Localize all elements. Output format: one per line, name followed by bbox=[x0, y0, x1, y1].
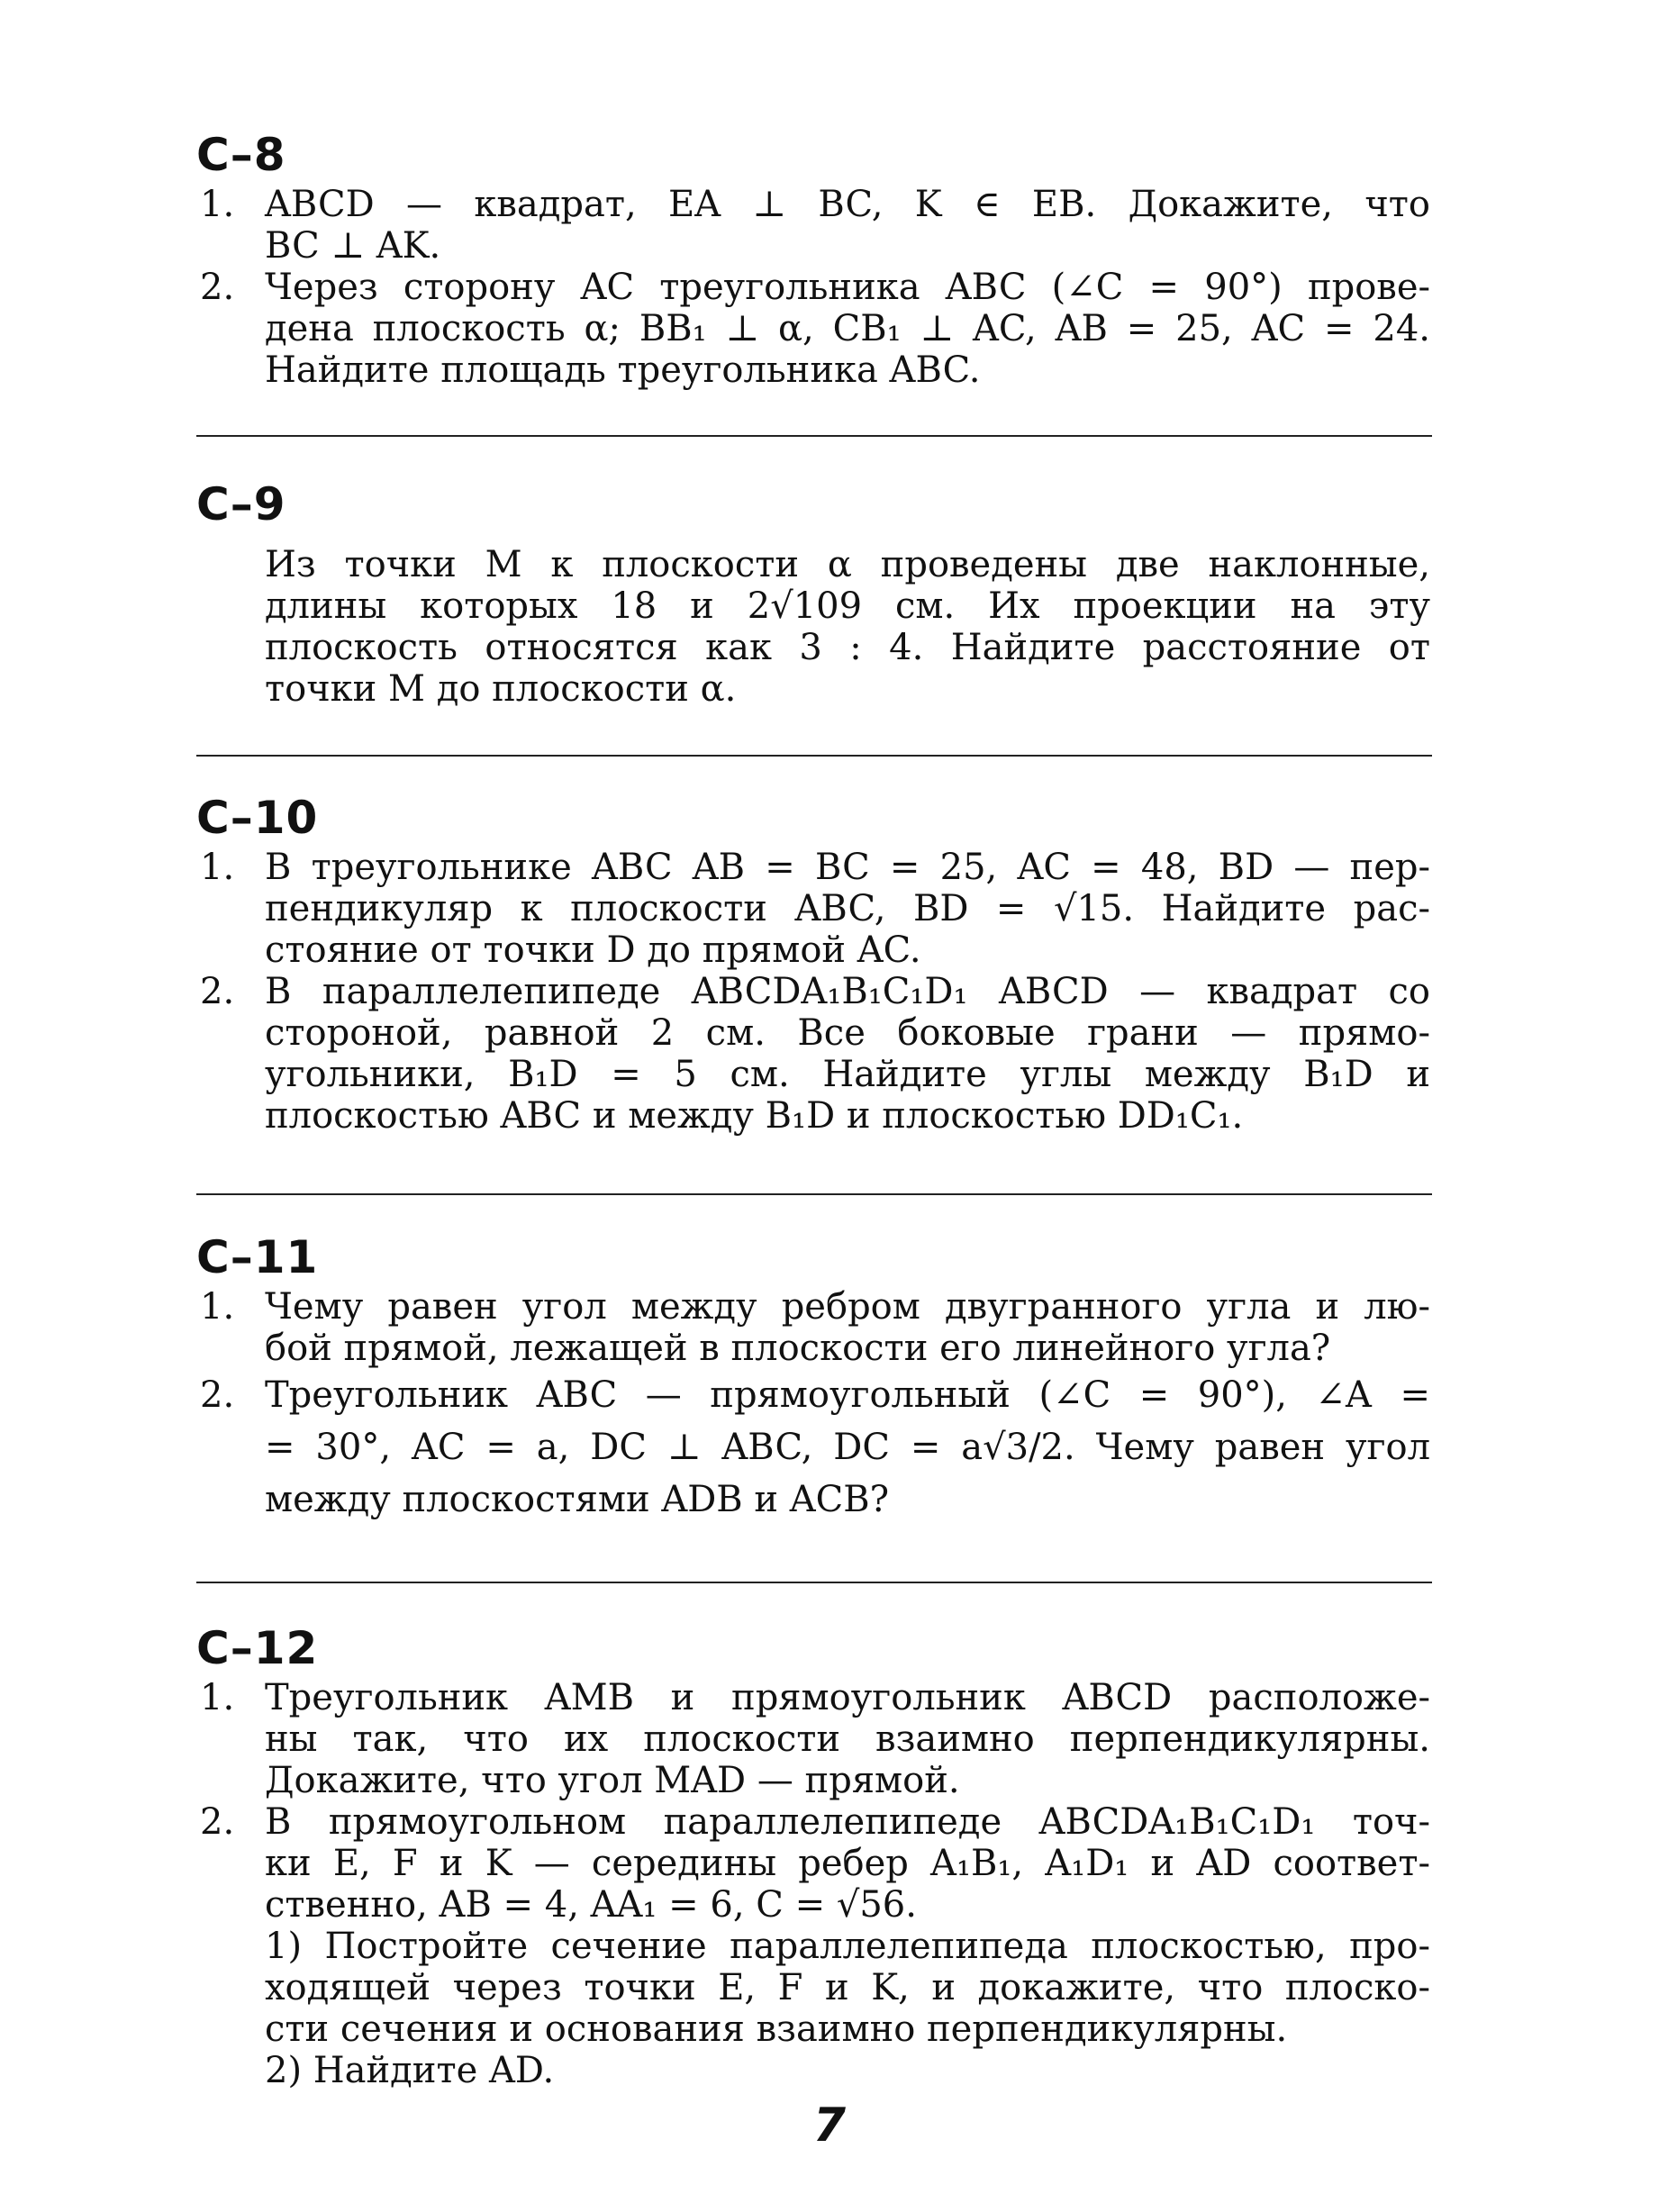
section-divider bbox=[196, 755, 1432, 757]
problem-line: Из точки M к плоскости α проведены две наклонные, bbox=[265, 544, 1430, 585]
problem-line: точки M до плоскости α. bbox=[265, 668, 737, 710]
problem-1 bbox=[196, 1677, 1430, 1801]
section-divider bbox=[196, 1582, 1432, 1583]
problem-line: В параллелепипеде ABCDA₁B₁C₁D₁ ABCD — квадрат со bbox=[265, 971, 1430, 1012]
problem-1 bbox=[196, 847, 1430, 971]
problem-number: 2. bbox=[200, 971, 235, 1012]
problem-line: плоскость относятся как 3 : 4. Найдите расстояние от bbox=[265, 627, 1430, 668]
section-c8 bbox=[196, 128, 1430, 391]
section-divider bbox=[196, 1193, 1432, 1195]
problem-line: дена плоскость α; BB₁ ⊥ α, CB₁ ⊥ AC, AB = 25, AC = 24. bbox=[265, 308, 1430, 349]
problem-number: 1. bbox=[200, 1286, 235, 1328]
problem-line: Треугольник ABC — прямоугольный (∠C = 90°), ∠A = bbox=[265, 1374, 1430, 1416]
problem-number: 1. bbox=[200, 847, 235, 888]
problem-line: бой прямой, лежащей в плоскости его линейного угла? bbox=[265, 1328, 1331, 1369]
section-divider bbox=[196, 435, 1432, 437]
section-title: С–11 bbox=[196, 1231, 319, 1283]
problem-line: ственно, AB = 4, AA₁ = 6, C = √56. bbox=[265, 1884, 917, 1926]
problem-2 bbox=[196, 1369, 1430, 1526]
subitem-line: ходящей через точки E, F и K, и докажите, что плоско- bbox=[265, 1967, 1431, 2008]
problem-number: 1. bbox=[200, 1677, 235, 1718]
problem-line: BC ⊥ AK. bbox=[265, 225, 441, 267]
problem-2 bbox=[196, 1801, 1430, 2091]
problem-line: Чему равен угол между ребром двугранного угла и лю- bbox=[265, 1286, 1430, 1328]
section-c10 bbox=[196, 791, 1430, 1137]
problem-line: ки E, F и K — середины ребер A₁B₁, A₁D₁ и AD соответ- bbox=[265, 1843, 1430, 1884]
problem-line: Треугольник AMB и прямоугольник ABCD расположе- bbox=[265, 1677, 1430, 1718]
problem-line: Найдите площадь треугольника ABC. bbox=[265, 349, 981, 391]
problem-line: плоскостью ABC и между B₁D и плоскостью DD₁C₁. bbox=[265, 1095, 1244, 1137]
section-c11 bbox=[196, 1230, 1430, 1526]
problem-line: стороной, равной 2 см. Все боковые грани — прямо- bbox=[265, 1012, 1430, 1054]
problem-number: 2. bbox=[200, 1801, 235, 1843]
problem-line: ABCD — квадрат, EA ⊥ BC, K ∈ EB. Докажите, что bbox=[265, 184, 1430, 225]
problem-number: 2. bbox=[200, 1374, 235, 1416]
page-number: 7 bbox=[812, 2099, 847, 2153]
problem-number: 1. bbox=[200, 184, 235, 225]
problem-number: 2. bbox=[200, 267, 235, 308]
problem-line: В прямоугольном параллелепипеде ABCDA₁B₁C₁D₁ точ- bbox=[265, 1801, 1430, 1843]
problem-2 bbox=[196, 267, 1430, 391]
subitem-line: 2) Найдите AD. bbox=[265, 2050, 555, 2091]
subitem-line: сти сечения и основания взаимно перпендикулярны. bbox=[265, 2008, 1288, 2050]
section-title: С–12 bbox=[196, 1622, 319, 1674]
section-c12 bbox=[196, 1621, 1430, 2091]
problem-line: между плоскостями ADB и ACB? bbox=[265, 1479, 890, 1520]
problem-line: длины которых 18 и 2√109 см. Их проекции на эту bbox=[265, 585, 1430, 627]
problem-line: ны так, что их плоскости взаимно перпендикулярны. bbox=[265, 1718, 1430, 1760]
problem-line: В треугольнике ABC AB = BC = 25, AC = 48, BD — пер- bbox=[265, 847, 1430, 888]
problem-line: = 30°, AC = a, DC ⊥ ABC, DC = a√3/2. Чему равен угол bbox=[265, 1427, 1430, 1468]
subitem-line: 1) Постройте сечение параллелепипеда плоскостью, про- bbox=[265, 1926, 1430, 1967]
problem-2 bbox=[196, 971, 1430, 1137]
problem-line: Через сторону AC треугольника ABC (∠C = 90°) прове- bbox=[265, 267, 1430, 308]
problem-text bbox=[196, 544, 1430, 710]
problem-line: пендикуляр к плоскости ABC, BD = √15. Найдите рас- bbox=[265, 888, 1430, 929]
section-title: С–10 bbox=[196, 792, 319, 844]
problem-1 bbox=[196, 1286, 1430, 1369]
section-title: С–9 bbox=[196, 478, 286, 530]
problem-1 bbox=[196, 184, 1430, 267]
problem-line: угольники, B₁D = 5 см. Найдите углы между B₁D и bbox=[265, 1054, 1430, 1095]
problem-line: Докажите, что угол MAD — прямой. bbox=[265, 1760, 960, 1801]
section-title: С–8 bbox=[196, 129, 286, 181]
section-c9 bbox=[196, 477, 1430, 710]
problem-line: стояние от точки D до прямой AC. bbox=[265, 929, 921, 971]
